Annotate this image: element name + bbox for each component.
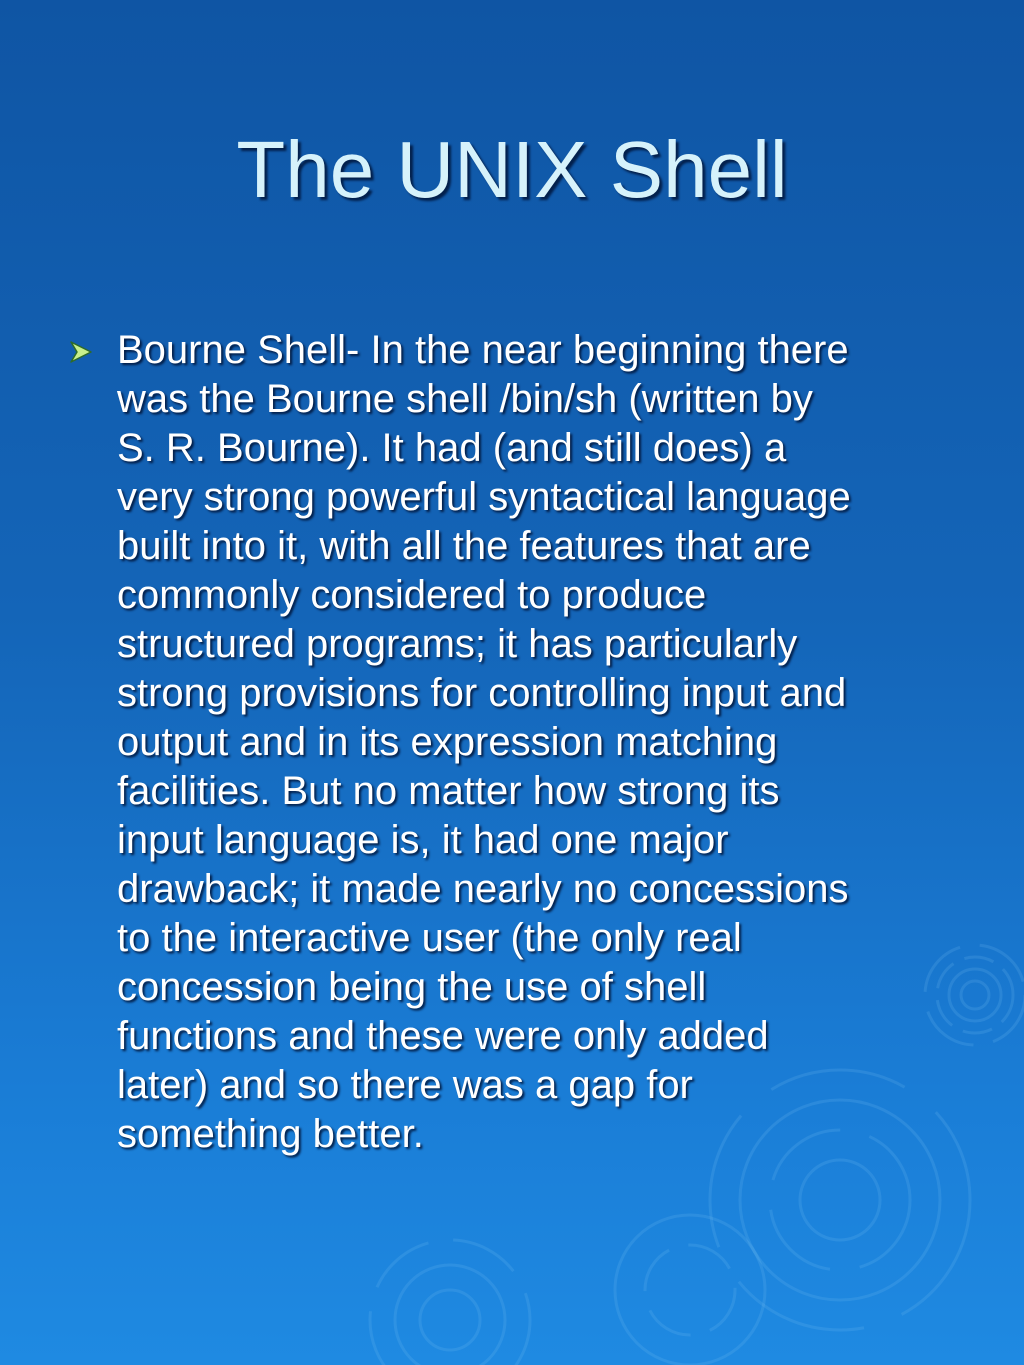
arrow-bullet-icon	[68, 340, 94, 364]
slide-title: The UNIX Shell	[236, 125, 788, 214]
bullet-text: Bourne Shell- In the near beginning there was the Bourne shell /bin/sh (written by S. R. Bourne). It had (and still does) a very strong powerful syntactical language built into it, with all the features that are commonly considered to produce structured programs; it has particularly strong provisions for controlling input and output and in its expression matching facilities. But no matter how strong its input language is, it had one major drawback; it made nearly no concessions to the interactive user (the only real concession being the use of shell functions and these were only added later) and so there was a gap for something better.	[117, 328, 851, 1156]
